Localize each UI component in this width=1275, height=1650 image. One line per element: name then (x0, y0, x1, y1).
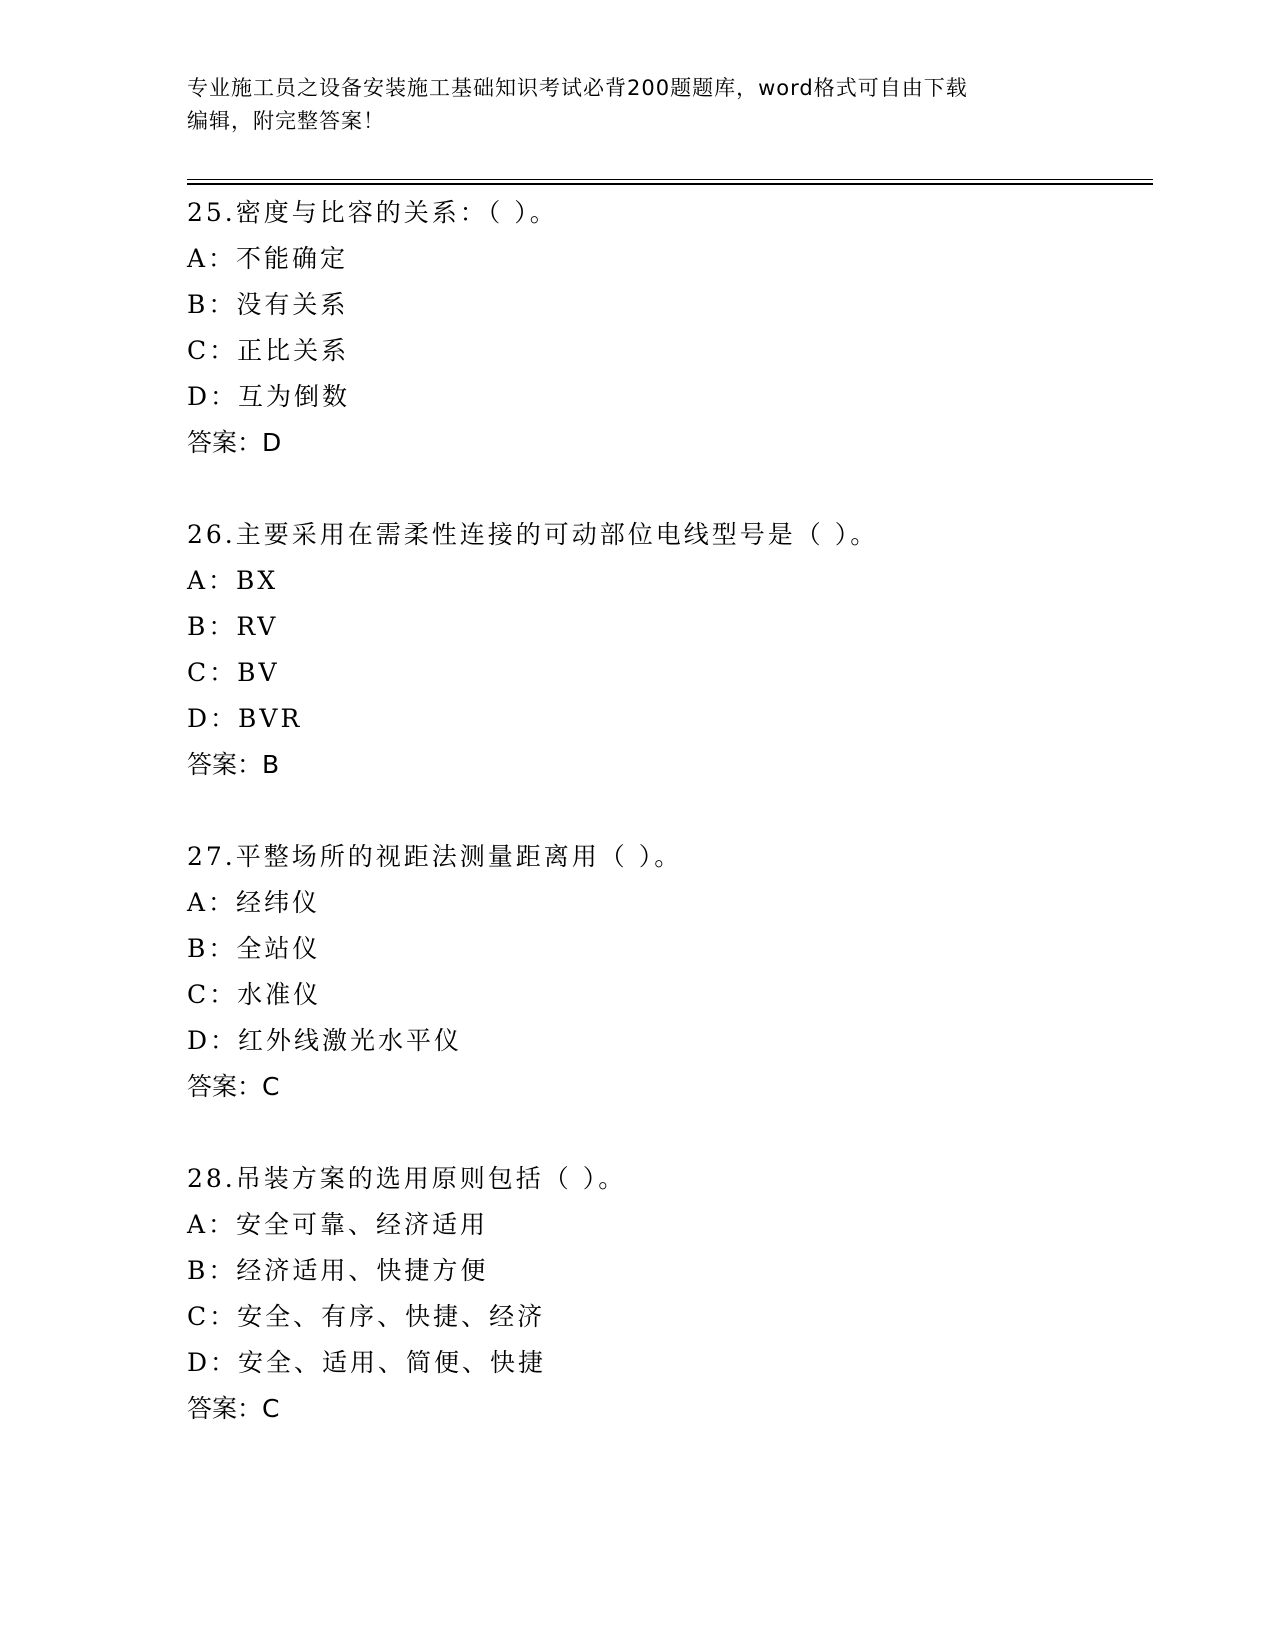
answer-line: 答案：D (187, 428, 282, 457)
option-d: D：红外线激光水平仪 (187, 1026, 463, 1055)
option-b: B：经济适用、快捷方便 (187, 1256, 489, 1285)
question-stem: 27.平整场所的视距法测量距离用（ ）。 (187, 842, 683, 871)
option-c: C：水准仪 (187, 980, 322, 1009)
answer-line: 答案：B (187, 750, 280, 779)
answer-line: 答案：C (187, 1072, 280, 1101)
document-header (187, 72, 1067, 138)
option-a: A：不能确定 (187, 244, 349, 273)
header-line-1: 专业施工员之设备安装施工基础知识考试必背200题题库，word格式可自由下载 (187, 76, 968, 100)
option-a: A：经纬仪 (187, 888, 321, 917)
option-a: A：BX (187, 566, 279, 595)
question-stem: 26.主要采用在需柔性连接的可动部位电线型号是（ ）。 (187, 520, 879, 549)
option-c: C：正比关系 (187, 336, 350, 365)
option-c: C：BV (187, 658, 280, 687)
header-line-2: 编辑，附完整答案！ (187, 109, 385, 133)
question-27 (187, 834, 1147, 1110)
option-d: D：安全、适用、简便、快捷 (187, 1348, 547, 1377)
option-b: B：全站仪 (187, 934, 321, 963)
question-stem: 25.密度与比容的关系：（ ）。 (187, 198, 558, 227)
header-divider-thin (187, 179, 1153, 180)
question-26 (187, 512, 1147, 788)
option-a: A：安全可靠、经济适用 (187, 1210, 489, 1239)
question-25 (187, 190, 1147, 466)
question-28 (187, 1156, 1147, 1432)
header-divider-thick (187, 183, 1153, 185)
question-stem: 28.吊装方案的选用原则包括（ ）。 (187, 1164, 627, 1193)
option-c: C：安全、有序、快捷、经济 (187, 1302, 546, 1331)
question-list (187, 190, 1147, 1478)
option-b: B：没有关系 (187, 290, 349, 319)
answer-line: 答案：C (187, 1394, 280, 1423)
option-d: D：BVR (187, 704, 303, 733)
option-d: D：互为倒数 (187, 382, 351, 411)
option-b: B：RV (187, 612, 279, 641)
